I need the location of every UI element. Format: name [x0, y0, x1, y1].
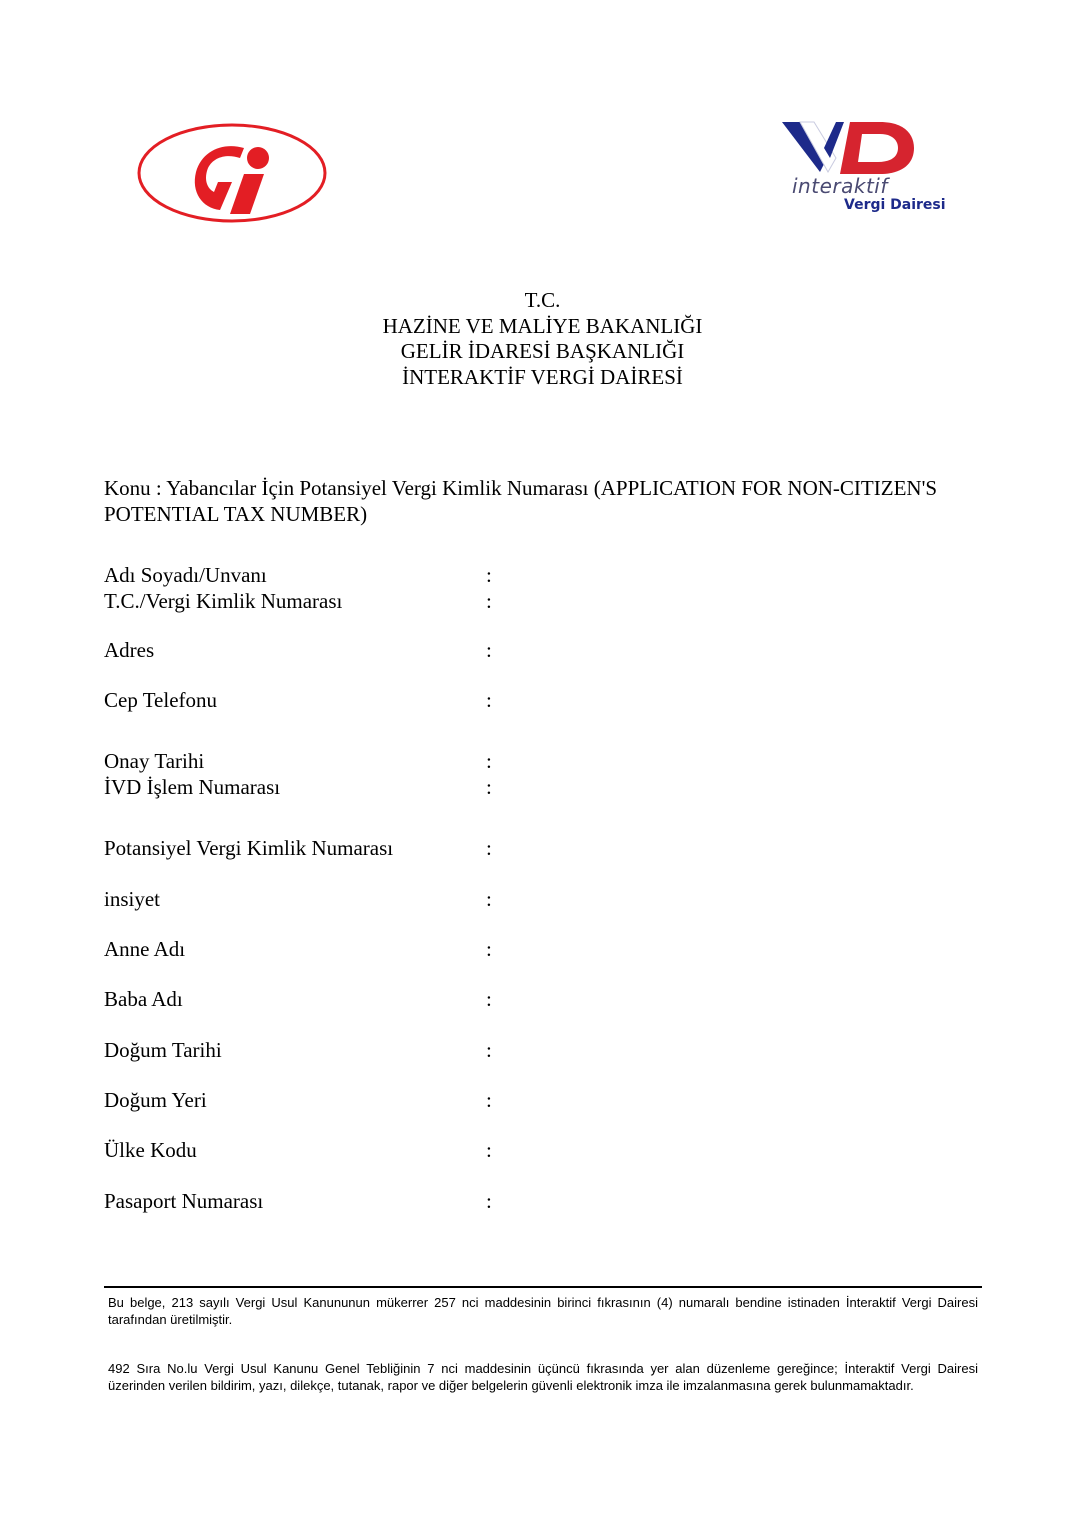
field-separator: : — [486, 987, 492, 1011]
field-separator: : — [486, 1038, 492, 1062]
ivd-logo-text: interaktif — [792, 174, 888, 198]
heading-line: İNTERAKTİF VERGİ DAİRESİ — [402, 364, 683, 389]
field-separator: : — [486, 1138, 492, 1162]
document-subject: Konu : Yabancılar İçin Potansiyel Vergi Kimlik Numarası (APPLICATION FOR NON-CITIZEN'S POTENTIAL TAX NUMBER) — [104, 476, 938, 526]
field-label: Pasaport Numarası — [104, 1189, 264, 1213]
field-label: Ülke Kodu — [104, 1138, 197, 1162]
footer-note: Bu belge, 213 sayılı Vergi Usul Kanununun mükerrer 257 nci maddesinin birinci fıkrasının (4) numaralı bendine istinaden İnteraktif Vergi Dairesi tarafından üretilmiştir. — [108, 1295, 978, 1327]
field-label: Anne Adı — [104, 937, 186, 961]
gib-logo — [136, 122, 328, 224]
heading-line: GELİR İDARESİ BAŞKANLIĞI — [400, 339, 685, 363]
gib-logo-icon — [136, 122, 328, 224]
field-separator: : — [486, 1088, 492, 1112]
field-separator: : — [486, 688, 492, 712]
footer-note: 492 Sıra No.lu Vergi Usul Kanunu Genel Tebliğinin 7 nci maddesinin üçüncü fıkrasında yer alan düzenleme gereğince; İnteraktif Vergi Dairesi üzerinden verilen bildirim, yazı, dilekçe, tutanak, rapor ve diğer belgelerin güvenli elektronik imza ile imzalanmasına gerek bulunmamaktadır. — [108, 1361, 978, 1393]
field-label: Adı Soyadı/Unvanı — [104, 563, 267, 587]
field-separator: : — [486, 887, 492, 911]
field-separator: : — [486, 638, 492, 662]
ivd-logo-subtext: Vergi Dairesi — [844, 197, 946, 213]
ivd-logo-icon — [780, 118, 958, 178]
ivd-logo — [780, 118, 958, 216]
field-label: insiyet — [104, 887, 160, 911]
field-separator: : — [486, 836, 492, 860]
heading-line: HAZİNE VE MALİYE BAKANLIĞI — [382, 313, 703, 338]
field-separator: : — [486, 749, 492, 773]
field-separator: : — [486, 1189, 492, 1213]
field-label: Potansiyel Vergi Kimlik Numarası — [104, 836, 394, 860]
field-label: T.C./Vergi Kimlik Numarası — [104, 589, 343, 613]
field-label: Onay Tarihi — [104, 749, 205, 773]
field-separator: : — [486, 589, 492, 613]
field-separator: : — [486, 563, 492, 587]
field-label: Cep Telefonu — [104, 688, 218, 712]
document-heading — [0, 288, 1085, 390]
field-label: Doğum Yeri — [104, 1088, 207, 1112]
field-label: İVD İşlem Numarası — [104, 775, 281, 799]
field-label: Adres — [104, 638, 155, 662]
field-label: Baba Adı — [104, 987, 183, 1011]
footer-divider — [104, 1286, 982, 1288]
field-separator: : — [486, 937, 492, 961]
heading-line: T.C. — [524, 288, 561, 312]
field-label: Doğum Tarihi — [104, 1038, 222, 1062]
field-separator: : — [486, 775, 492, 799]
